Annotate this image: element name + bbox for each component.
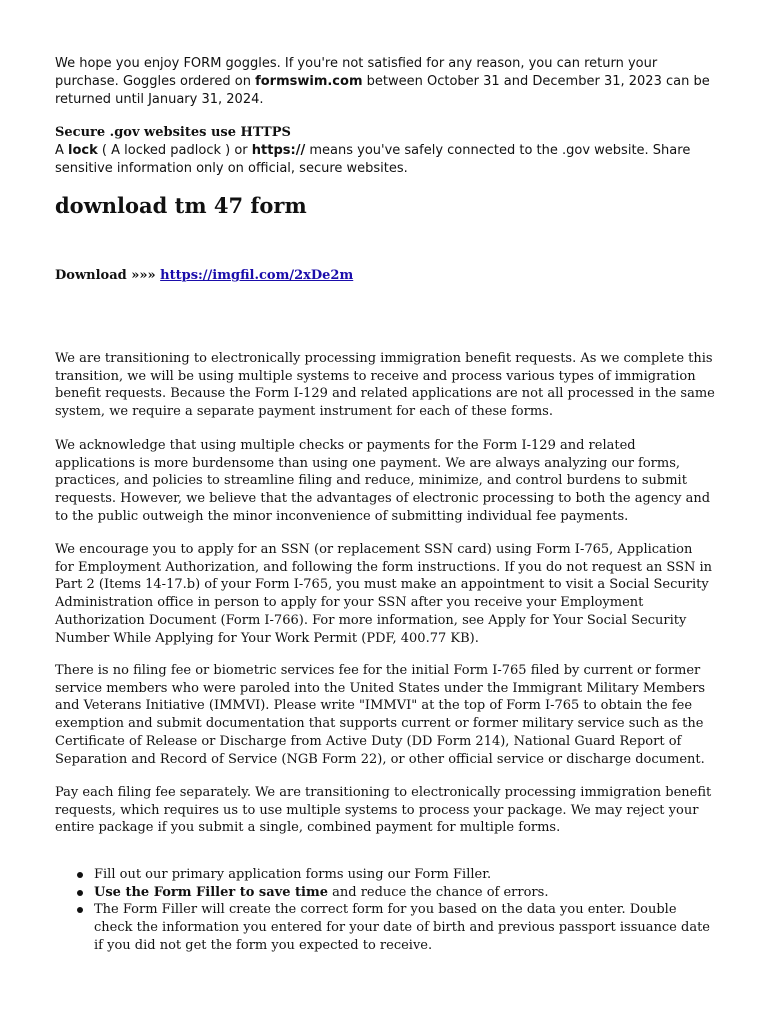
bullet-icon	[77, 872, 83, 878]
intro-text-end: between October 31 and December 31, 2023 can be returned until January 31, 2024.	[55, 74, 710, 107]
bullet-icon	[77, 890, 83, 896]
page-title: download tm 47 form	[55, 193, 307, 218]
bullet-icon	[77, 907, 83, 913]
intro-paragraph	[55, 55, 715, 109]
paragraph: We are transitioning to electronically processing immigration benefit requests. As we complete this transition, we will be using multiple systems to receive and process various types of immigration benefit requests. Because the Form I-129 and related applications are not all processed in the same system, we require a separate payment instrument for each of these forms.	[55, 351, 715, 420]
download-link[interactable]: https://imgfil.com/2xDe2m	[160, 268, 354, 283]
download-line	[55, 267, 715, 285]
download-label: Download »»»	[55, 268, 161, 283]
paragraph: We encourage you to apply for an SSN (or replacement SSN card) using Form I-765, Application for Employment Authorization, and following the form instructions. If you do not request an SSN in Part 2 (Items 14-17.b) of your Form I-765, you must make an appointment to visit a Social Security Administration office in person to apply for your SSN after you receive your Employment Authorization Document (Form I-766). For more information, see Apply for Your Social Security Number While Applying for Your Work Permit (PDF, 400.77 KB).	[55, 542, 713, 646]
https-word: https://	[251, 143, 306, 158]
list-item: Use the Form Filler to save time and reduce the chance of errors.	[55, 884, 715, 902]
feature-list	[55, 866, 715, 955]
secure-heading: Secure .gov websites use HTTPS	[55, 125, 291, 140]
paragraph: There is no filing fee or biometric services fee for the initial Form I-765 filed by current or former service members who were paroled into the United States under the Immigrant Military Members and Veterans Initiative (IMMVI). Please write "IMMVI" at the top of Form I-765 to obtain the fee exemption and submit documentation that supports current or former military service such as the Certificate of Release or Discharge from Active Duty (DD Form 214), National Guard Report of Separation and Record of Service (NGB Form 22), or other official service or discharge document.	[55, 663, 706, 767]
paragraph: We acknowledge that using multiple checks or payments for the Form I-129 and related applications is more burdensome than using one payment. We are always analyzing our forms, practices, and policies to streamline filing and reduce, minimize, and control burdens to submit requests. However, we believe that the advantages of electronic processing to both the agency and to the public outweigh the minor inconvenience of submitting individual fee payments.	[55, 438, 711, 524]
intro-text: We hope you enjoy FORM goggles. If you're not satisfied for any reason, you can return your purchase. Goggles ordered on	[55, 56, 658, 89]
paragraph: Pay each filing fee separately. We are transitioning to electronically processing immigration benefit requests, which requires us to use multiple systems to process your package. We may reject your entire package if you submit a single, combined payment for multiple forms.	[55, 785, 712, 836]
lock-word: lock	[68, 143, 98, 158]
list-item: Fill out our primary application forms using our Form Filler.	[55, 866, 715, 884]
secure-paragraph: A lock ( A locked padlock ) or https:// means you've safely connected to the .gov website. Share sensitive information only on official, secure websites.	[55, 143, 691, 176]
site-name: formswim.com	[255, 74, 363, 89]
list-item: The Form Filler will create the correct form for you based on the data you enter. Double check the information you entered for your date of birth and previous passport issuance date if you did not get the form you expected to receive.	[55, 901, 715, 954]
